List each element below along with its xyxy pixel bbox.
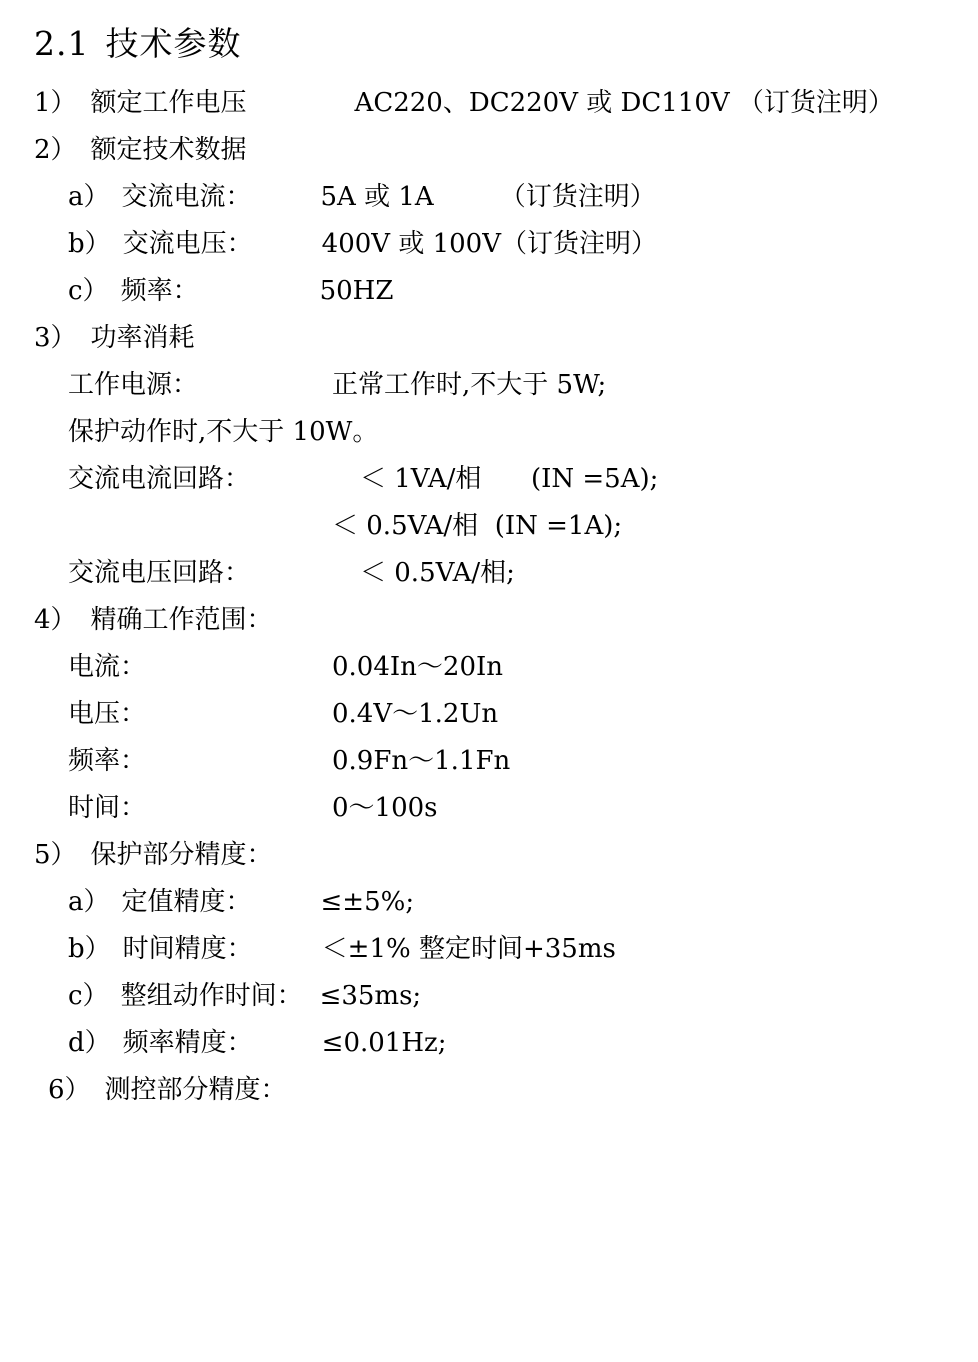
item-marker: b）: [68, 933, 111, 964]
page-title: [0, 0, 978, 64]
item-marker: 6）: [48, 1074, 91, 1105]
item-value: 正常工作时,不大于 5W;: [332, 369, 607, 400]
item-value: 400V 或 100V（订货注明）: [321, 228, 657, 259]
list-item: [0, 980, 978, 1011]
list-item: [0, 792, 978, 823]
item-label: 频率精度：: [122, 1027, 253, 1058]
item-marker: b）: [68, 228, 111, 259]
item-label: 精确工作范围：: [90, 604, 273, 635]
item-value: 50HZ: [319, 275, 394, 306]
item-value: 0～100s: [332, 792, 438, 823]
item-value: 0.04In～20In: [332, 651, 504, 682]
item-label: 交流电流：: [121, 181, 252, 212]
item-value: 0.9Fn～1.1Fn: [332, 745, 511, 776]
list-item: [0, 181, 978, 212]
list-item: [0, 698, 978, 729]
item-label: 时间：: [68, 792, 147, 823]
list-item: [0, 369, 978, 400]
list-item: [0, 463, 978, 494]
list-item: [0, 1027, 978, 1058]
list-item: [0, 134, 978, 165]
item-value: ＜±1% 整定时间+35ms: [321, 933, 616, 964]
item-label: 电压：: [68, 698, 147, 729]
item-label: 频率：: [120, 275, 199, 306]
list-item: [0, 322, 978, 353]
section-title: 技术参数: [105, 24, 242, 63]
item-label: 额定工作电压: [90, 87, 247, 118]
item-marker: a）: [68, 886, 110, 917]
list-item: [0, 745, 978, 776]
list-item: [0, 651, 978, 682]
item-label: 交流电流回路：: [68, 463, 251, 494]
item-label: 保护部分精度：: [90, 839, 273, 870]
item-value: ＜ 0.5VA/相;: [360, 557, 515, 588]
item-label: 测控部分精度：: [104, 1074, 287, 1105]
item-value: 0.4V～1.2Un: [332, 698, 499, 729]
item-value: ＜ 0.5VA/相 (IN =1A);: [332, 510, 623, 541]
list-item: [0, 228, 978, 259]
item-label: 时间精度：: [122, 933, 253, 964]
item-label: 交流电压回路：: [68, 557, 251, 588]
list-item: [0, 604, 978, 635]
list-item: [0, 275, 978, 306]
list-item: [0, 510, 978, 541]
item-label: 额定技术数据: [90, 134, 247, 165]
item-value: 保护动作时,不大于 10W。: [68, 416, 379, 447]
item-marker: 5）: [34, 839, 77, 870]
section-number: 2.1: [34, 24, 90, 63]
list-item: [0, 416, 978, 447]
list-item: [0, 886, 978, 917]
item-label: 整组动作时间：: [120, 980, 303, 1011]
list-item: [0, 1074, 978, 1105]
list-item: [0, 557, 978, 588]
item-marker: a）: [68, 181, 110, 212]
item-label: 定值精度：: [121, 886, 252, 917]
item-marker: c）: [68, 275, 109, 306]
item-label: 交流电压：: [122, 228, 253, 259]
item-value: ≤35ms;: [319, 980, 422, 1011]
item-marker: c）: [68, 980, 109, 1011]
item-marker: d）: [68, 1027, 111, 1058]
item-marker: 4）: [34, 604, 77, 635]
item-marker: 1）: [34, 87, 77, 118]
item-value: ≤±5%;: [320, 886, 415, 917]
item-marker: 2）: [34, 134, 77, 165]
item-marker: 3）: [34, 322, 77, 353]
item-value: ＜ 1VA/相 (IN =5A);: [360, 463, 659, 494]
list-item: [0, 87, 978, 118]
item-label: 频率：: [68, 745, 147, 776]
item-label: 工作电源：: [68, 369, 199, 400]
list-item: [0, 839, 978, 870]
parameters-list: [0, 87, 978, 1105]
list-item: [0, 933, 978, 964]
item-value: AC220、DC220V 或 DC110V （订货注明）: [354, 87, 894, 118]
item-value: ≤0.01Hz;: [321, 1027, 447, 1058]
item-label: 功率消耗: [90, 322, 195, 353]
item-value: 5A 或 1A （订货注明）: [320, 181, 656, 212]
item-label: 电流：: [68, 651, 147, 682]
